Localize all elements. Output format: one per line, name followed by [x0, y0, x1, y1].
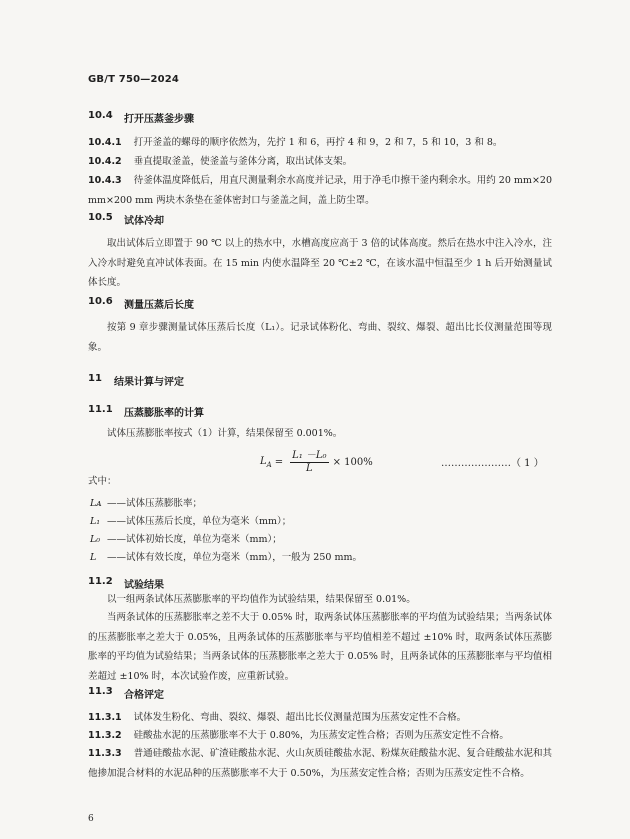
clause-10-4-1	[88, 133, 552, 153]
section-number: 11.1	[88, 404, 113, 415]
where-label: 式中：	[88, 476, 117, 487]
clause-text: 试体发生粉化、弯曲、裂纹、爆裂、超出比长仪测量范围为压蒸安定性不合格。	[133, 712, 467, 723]
formula-fraction	[290, 450, 328, 475]
clause-11-3-3	[88, 744, 552, 783]
clause-text: 待釜体温度降低后，用直尺测量剩余水高度并记录，用于净毛巾擦干釜内剩余水。用约 20 mm×20 mm×200 mm 两块木条垫在釜体密封口与釜盖之间，盖上防尘罩。	[88, 175, 552, 206]
section-11-1-heading	[88, 404, 204, 419]
section-10-4-heading	[88, 110, 194, 125]
section-11-2-heading	[88, 576, 164, 591]
section-number: 10.4	[88, 110, 113, 121]
section-10-5-heading	[88, 212, 164, 227]
clause-text: 硅酸盐水泥的压蒸膨胀率不大于 0.80%，为压蒸安定性合格；否则为压蒸安定性不合格。	[133, 730, 509, 741]
variable-definition	[90, 531, 282, 545]
variable-definition	[90, 513, 291, 527]
clause-number: 10.4.1	[88, 137, 122, 148]
equation-number: …………………（ 1 ）	[441, 458, 544, 469]
section-title: 合格评定	[124, 690, 164, 701]
section-11-1-text: 试体压蒸膨胀率按式（1）计算，结果保留至 0.001%。	[107, 428, 343, 439]
variable-description: ——试体初始长度，单位为毫米（mm）；	[107, 534, 282, 545]
section-number: 11.3	[88, 686, 113, 697]
clause-number: 11.3.1	[88, 712, 122, 723]
variable-symbol: L	[90, 552, 97, 563]
clause-10-4-2	[88, 152, 552, 172]
clause-11-3-1	[88, 708, 552, 728]
section-10-6-heading	[88, 296, 194, 311]
variable-description: ——试体压蒸膨胀率；	[107, 498, 203, 509]
section-number: 10.5	[88, 212, 113, 223]
formula-equals: =	[274, 456, 284, 468]
section-title: 试验结果	[124, 580, 164, 591]
formula-numerator: L₁ －L₀	[292, 449, 327, 461]
clause-text: 垂直提取釜盖，使釜盖与釜体分离，取出试体支架。	[133, 156, 353, 167]
clause-10-4-3	[88, 171, 552, 210]
section-title: 试体冷却	[124, 216, 164, 227]
variable-symbol: L₀	[90, 534, 101, 545]
clause-number: 11.3.3	[88, 748, 122, 759]
section-10-5-text: 取出试体后立即置于 90 ℃ 以上的热水中，水槽高度应高于 3 倍的试体高度。然后在热水中注入冷水，注入冷水时避免直冲试体表面。在 15 min 内使水温降至 20 ℃±2 ℃，在该水温中恒温至少 1 h 后开始测量试体长度。	[88, 238, 552, 288]
page-number: 6	[88, 814, 94, 824]
section-10-6-text: 按第 9 章步骤测量试体压蒸后长度（L₁）。记录试体粉化、弯曲、裂纹、爆裂、超出比长仪测量范围等现象。	[88, 322, 552, 353]
chapter-title: 结果计算与评定	[114, 377, 184, 388]
chapter-number: 11	[88, 373, 102, 384]
variable-symbol: L₁	[90, 516, 101, 527]
formula-multiplier: × 100%	[332, 456, 373, 468]
variable-definition	[90, 549, 362, 563]
section-11-2-para1: 以一组两条试体压蒸膨胀率的平均值作为试验结果，结果保留至 0.01%。	[107, 594, 416, 605]
variable-definition	[90, 495, 202, 509]
section-11-2-para2: 当两条试体的压蒸膨胀率之差不大于 0.05% 时，取两条试体压蒸膨胀率的平均值为试验结果；当两条试体的压蒸膨胀率之差大于 0.05%，且两条试体的压蒸膨胀率与平均值相差不超过 ±10% 时，取两条试体压蒸膨胀率的平均值为试验结果；当两条试体的压蒸膨胀率之差大于 0.05% 时，且两条试体的压蒸膨胀率与平均值相差超过 ±10% 时，本次试验作废，应重新试验。	[88, 612, 552, 682]
section-title: 测量压蒸后长度	[124, 300, 194, 311]
formula-lhs: $L_A$	[260, 455, 272, 469]
variable-description: ——试体压蒸后长度，单位为毫米（mm）；	[107, 516, 292, 527]
chapter-11-heading	[88, 373, 184, 388]
section-title: 压蒸膨胀率的计算	[124, 408, 204, 419]
section-title: 打开压蒸釜步骤	[124, 114, 194, 125]
variable-description: ——试体有效长度，单位为毫米（mm），一般为 250 mm。	[107, 552, 362, 563]
clause-number: 11.3.2	[88, 730, 122, 741]
clause-text: 普通硅酸盐水泥、矿渣硅酸盐水泥、火山灰质硅酸盐水泥、粉煤灰硅酸盐水泥、复合硅酸盐水泥和其他掺加混合材料的水泥品种的压蒸膨胀率不大于 0.50%，为压蒸安定性合格；否则为压蒸安定性不合格。	[88, 748, 552, 779]
clause-text: 打开釜盖的螺母的顺序依然为，先拧 1 和 6，再拧 4 和 9，2 和 7，5 和 10，3 和 8。	[133, 137, 503, 148]
formula-denominator: L	[306, 462, 313, 474]
clause-number: 10.4.2	[88, 156, 122, 167]
section-number: 11.2	[88, 576, 113, 587]
section-number: 10.6	[88, 296, 113, 307]
standard-header: GB/T 750—2024	[88, 74, 180, 85]
section-11-3-heading	[88, 686, 164, 701]
clause-11-3-2	[88, 726, 552, 746]
variable-symbol: Lᴀ	[90, 498, 102, 509]
clause-number: 10.4.3	[88, 175, 122, 186]
